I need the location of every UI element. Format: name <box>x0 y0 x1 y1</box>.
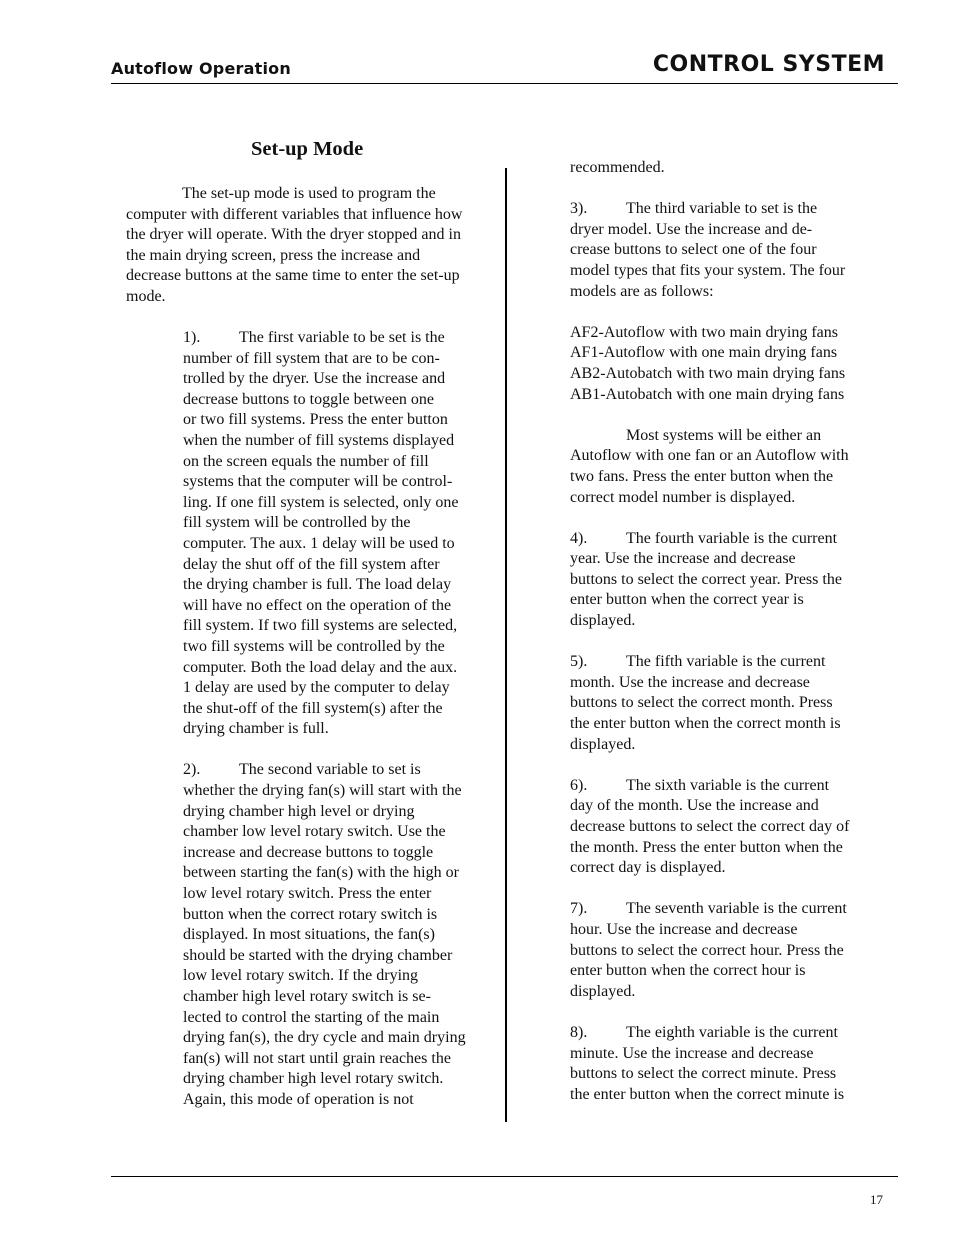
item-number: 6). <box>570 776 588 794</box>
item-line: crease buttons to select one of the four <box>570 241 817 259</box>
page-number: 17 <box>870 1192 883 1207</box>
item-line: hour. Use the increase and decrease <box>570 920 798 938</box>
item-line: decrease buttons to toggle between one <box>183 390 435 408</box>
item-line: systems that the computer will be control- <box>183 473 453 491</box>
item-line: model types that fits your system. The four <box>570 261 846 279</box>
running-header-section: Autoflow Operation <box>111 59 291 78</box>
item-line: enter button when the correct year is <box>570 591 804 609</box>
item-line: whether the drying fan(s) will start with the <box>183 782 462 800</box>
intro-line: the dryer will operate. With the dryer stopped and in <box>126 226 461 244</box>
left-column-items <box>183 328 466 1111</box>
paragraph-gap <box>570 302 849 323</box>
paragraph-gap <box>570 508 849 529</box>
item-number: 3). <box>570 200 588 218</box>
item-line: chamber high level rotary switch is se- <box>183 988 431 1005</box>
item-first-line <box>570 899 849 920</box>
item-line: buttons to select the correct year. Press the <box>570 570 842 588</box>
item-first-line <box>570 652 849 673</box>
paragraph-gap <box>183 740 466 761</box>
item-line: dryer model. Use the increase and de- <box>570 220 813 238</box>
item-line: displayed. <box>570 735 636 753</box>
intro-line: the main drying screen, press the increase and <box>126 246 421 264</box>
item-first-line <box>570 1023 849 1044</box>
item-line: should be started with the drying chamber <box>183 946 453 964</box>
item-line: buttons to select the correct month. Press <box>570 694 833 712</box>
item-line: the drying chamber is full. The load delay <box>183 576 452 594</box>
intro-text: The set-up mode is used to program the <box>182 185 436 202</box>
paragraph-gap <box>570 879 849 900</box>
note-text: Most systems will be either an <box>626 426 822 444</box>
item-line: computer. Both the load delay and the aux. <box>183 658 458 676</box>
item-line: will have no effect on the operation of the <box>183 596 452 614</box>
item-first-line <box>183 328 466 349</box>
item-line: two fill systems will be controlled by the <box>183 637 445 655</box>
item-text: The second variable to set is <box>239 761 421 779</box>
item-number: 5). <box>570 653 588 671</box>
item-line: year. Use the increase and decrease <box>570 550 796 568</box>
item-line: the shut-off of the fill system(s) after the <box>183 699 443 717</box>
header-rule <box>111 83 898 84</box>
item-line: buttons to select the correct minute. Press <box>570 1065 837 1083</box>
item-line: models are as follows: <box>570 282 714 300</box>
intro-line: computer with different variables that influence how <box>126 205 463 223</box>
running-header-chapter: CONTROL SYSTEM <box>652 52 885 77</box>
note-line: two fans. Press the enter button when the <box>570 467 834 485</box>
item-line: drying chamber is full. <box>183 720 329 738</box>
item-number: 4). <box>570 529 588 547</box>
item-line: drying chamber high level rotary switch. <box>183 1070 444 1088</box>
item-line: fill system will be controlled by the <box>183 514 411 532</box>
column-divider <box>505 168 507 1122</box>
item-number: 7). <box>570 900 588 918</box>
item-line: when the number of fill systems displayed <box>183 431 455 449</box>
model-entry: AB2-Autobatch with two main drying fans <box>570 364 846 382</box>
intro-line: decrease buttons at the same time to enter the set-up <box>126 267 460 285</box>
paragraph-gap <box>570 405 849 426</box>
item-line: fill system. If two fill systems are selected, <box>183 617 458 635</box>
item-line: the month. Press the enter button when the <box>570 838 843 856</box>
model-entry: AB1-Autobatch with one main drying fans <box>570 385 845 403</box>
footer-rule <box>111 1176 898 1177</box>
item-line: increase and decrease buttons to toggle <box>183 843 434 861</box>
item-line: drying chamber high level or drying <box>183 802 415 820</box>
continuation-line: recommended. <box>570 159 665 176</box>
item-line: the enter button when the correct minute is <box>570 1085 845 1103</box>
item-line: on the screen equals the number of fill <box>183 452 429 470</box>
item-line: minute. Use the increase and decrease <box>570 1044 814 1062</box>
item-line: day of the month. Use the increase and <box>570 797 819 815</box>
item-line: Again, this mode of operation is not <box>183 1090 414 1108</box>
item-line: between starting the fan(s) with the high or <box>183 864 459 882</box>
item-line: decrease buttons to select the correct day of <box>570 818 850 835</box>
item-line: number of fill system that are to be con- <box>183 349 440 367</box>
item-text: The first variable to be set is the <box>239 329 445 346</box>
item-number: 2). <box>183 761 201 779</box>
intro-line: mode. <box>126 287 166 305</box>
item-first-line <box>570 199 849 220</box>
item-line: button when the correct rotary switch is <box>183 905 438 923</box>
paragraph-gap <box>570 632 849 653</box>
item-first-line <box>570 529 849 550</box>
item-line: fan(s) will not start until grain reaches the <box>183 1049 451 1067</box>
item-line: computer. The aux. 1 delay will be used to <box>183 534 455 552</box>
item-text: The third variable to set is the <box>626 200 818 218</box>
item-first-line <box>570 776 849 797</box>
note-first-line <box>570 426 849 447</box>
item-line: or two fill systems. Press the enter button <box>183 411 448 429</box>
note-line: correct model number is displayed. <box>570 488 796 506</box>
paragraph-gap <box>570 755 849 776</box>
item-line: displayed. <box>570 612 636 630</box>
item-line: enter button when the correct hour is <box>570 962 806 980</box>
model-entry: AF2-Autoflow with two main drying fans <box>570 323 838 341</box>
section-title: Set-up Mode <box>251 138 364 160</box>
right-column <box>570 158 849 1105</box>
item-line: lected to control the starting of the main <box>183 1008 440 1026</box>
item-line: chamber low level rotary switch. Use the <box>183 823 446 841</box>
item-text: The sixth variable is the current <box>626 776 830 794</box>
item-line: low level rotary switch. Press the enter <box>183 885 432 903</box>
item-line: ling. If one fill system is selected, only one <box>183 493 459 511</box>
item-text: The fourth variable is the current <box>626 529 838 547</box>
paragraph-gap <box>570 179 849 200</box>
item-text: The fifth variable is the current <box>626 653 826 671</box>
intro-paragraph <box>126 184 462 308</box>
item-text: The seventh variable is the current <box>626 900 847 918</box>
model-entry: AF1-Autoflow with one main drying fans <box>570 344 838 362</box>
item-number: 1). <box>183 329 201 346</box>
item-line: the enter button when the correct month is <box>570 715 841 733</box>
item-line: correct day is displayed. <box>570 859 726 877</box>
item-line: displayed. <box>570 982 636 1000</box>
item-line: trolled by the dryer. Use the increase and <box>183 370 446 388</box>
item-text: The eighth variable is the current <box>626 1023 838 1041</box>
item-line: month. Use the increase and decrease <box>570 673 810 691</box>
item-first-line <box>183 760 466 781</box>
intro-first-line <box>126 184 462 205</box>
item-line: displayed. In most situations, the fan(s) <box>183 926 435 944</box>
item-number: 8). <box>570 1023 588 1041</box>
item-line: 1 delay are used by the computer to delay <box>183 679 450 697</box>
item-line: buttons to select the correct hour. Press the <box>570 941 844 959</box>
item-line: low level rotary switch. If the drying <box>183 967 419 985</box>
paragraph-gap <box>570 1002 849 1023</box>
item-line: drying fan(s), the dry cycle and main drying <box>183 1029 466 1047</box>
item-line: delay the shut off of the fill system after <box>183 555 440 573</box>
note-line: Autoflow with one fan or an Autoflow with <box>570 447 849 465</box>
